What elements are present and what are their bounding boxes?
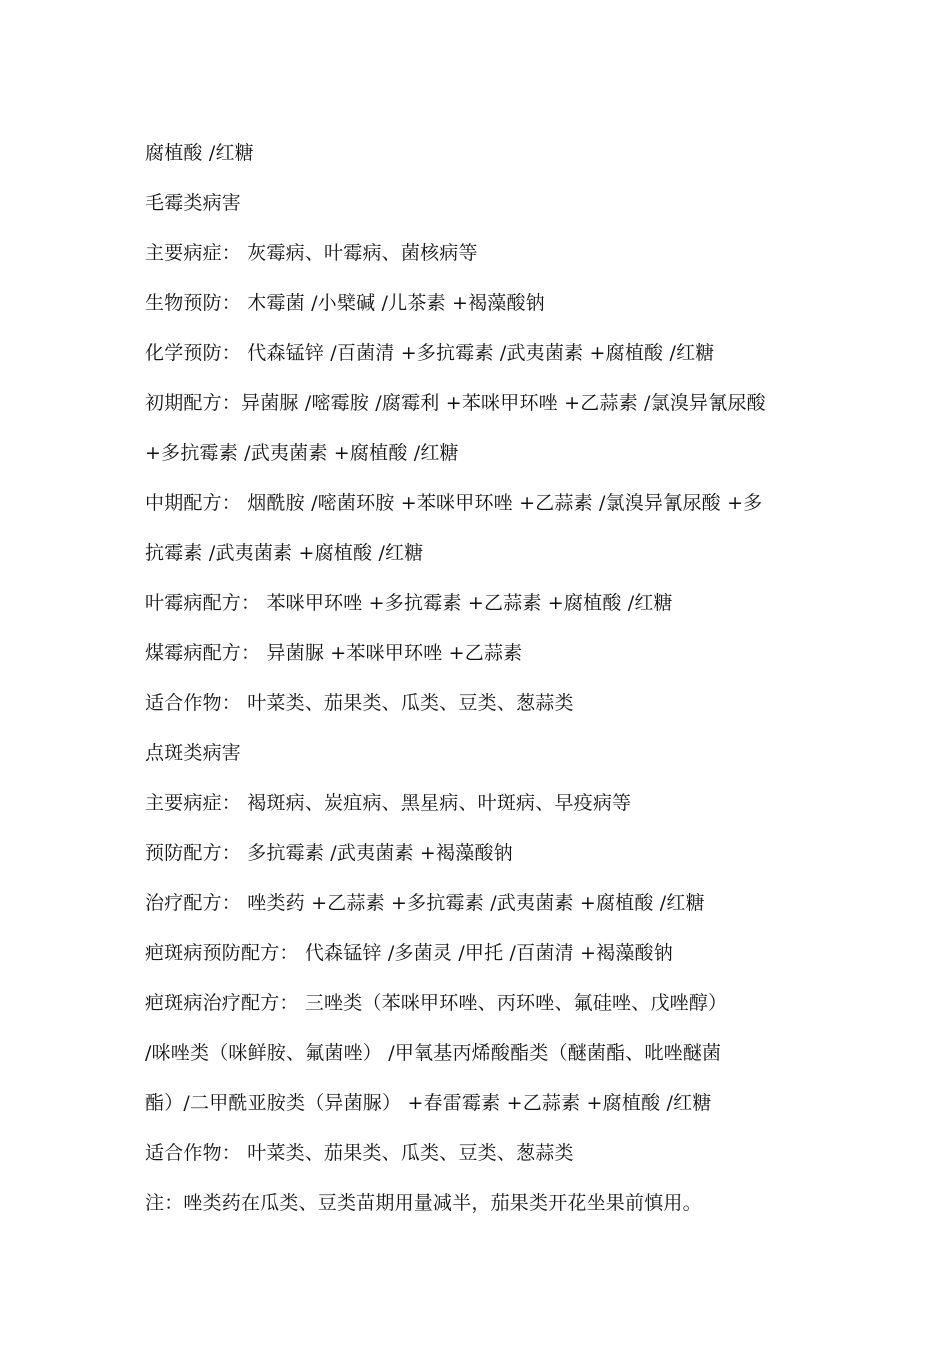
text-line-mid-formula: 中期配方： 烟酰胺 /嘧菌环胺 +苯咪甲环唑 +乙蒜素 /氯溴异氰尿酸 +多 bbox=[145, 492, 763, 514]
text-line-spot-main-symptoms: 主要病症： 褐斑病、炭疽病、黑星病、叶斑病、早疫病等 bbox=[145, 792, 632, 814]
text-line-scab-treatment: 疤斑病治疗配方： 三唑类（苯咪甲环唑、丙环唑、氟硅唑、戊唑醇） bbox=[145, 992, 728, 1014]
text-line-prevention-formula: 预防配方： 多抗霉素 /武夷菌素 +褐藻酸钠 bbox=[145, 842, 513, 864]
text-line-scab-prevention: 疤斑病预防配方： 代森锰锌 /多菌灵 /甲托 /百菌清 +褐藻酸钠 bbox=[145, 942, 673, 964]
text-line-chemical-prevention: 化学预防： 代森锰锌 /百菌清 +多抗霉素 /武夷菌素 +腐植酸 /红糖 bbox=[145, 342, 715, 364]
text-line-continued-formula: 腐植酸 /红糖 bbox=[145, 142, 254, 164]
text-line-early-formula: 初期配方：异菌脲 /嘧霉胺 /腐霉利 +苯咪甲环唑 +乙蒜素 /氯溴异氰尿酸 bbox=[145, 392, 766, 414]
text-line-sooty-mold-formula: 煤霉病配方： 异菌脲 +苯咪甲环唑 +乙蒜素 bbox=[145, 642, 523, 664]
text-line-biological-prevention: 生物预防： 木霉菌 /小檗碱 /儿茶素 +褐藻酸钠 bbox=[145, 292, 545, 314]
text-line-leaf-mold-formula: 叶霉病配方： 苯咪甲环唑 +多抗霉素 +乙蒜素 +腐植酸 /红糖 bbox=[145, 592, 673, 614]
text-line-mid-formula-cont: 抗霉素 /武夷菌素 +腐植酸 /红糖 bbox=[145, 542, 424, 564]
text-line-note: 注：唑类药在瓜类、豆类苗期用量减半，茄果类开花坐果前慎用。 bbox=[145, 1192, 702, 1214]
text-line-suitable-crops: 适合作物： 叶菜类、茄果类、瓜类、豆类、葱蒜类 bbox=[145, 692, 574, 714]
document-body bbox=[145, 128, 825, 1228]
text-line-scab-treatment-cont-1: /咪唑类（咪鲜胺、氟菌唑） /甲氧基丙烯酸酯类（醚菌酯、吡唑醚菌 bbox=[145, 1042, 722, 1064]
text-line-early-formula-cont: +多抗霉素 /武夷菌素 +腐植酸 /红糖 bbox=[145, 442, 459, 464]
text-line-main-symptoms: 主要病症： 灰霉病、叶霉病、菌核病等 bbox=[145, 242, 478, 264]
section-heading-spot-diseases: 点斑类病害 bbox=[145, 742, 242, 764]
text-line-scab-treatment-cont-2: 酯）/二甲酰亚胺类（异菌脲） +春雷霉素 +乙蒜素 +腐植酸 /红糖 bbox=[145, 1092, 712, 1114]
section-heading-mold-diseases: 毛霉类病害 bbox=[145, 192, 242, 214]
text-line-spot-suitable-crops: 适合作物： 叶菜类、茄果类、瓜类、豆类、葱蒜类 bbox=[145, 1142, 574, 1164]
text-line-treatment-formula: 治疗配方： 唑类药 +乙蒜素 +多抗霉素 /武夷菌素 +腐植酸 /红糖 bbox=[145, 892, 705, 914]
